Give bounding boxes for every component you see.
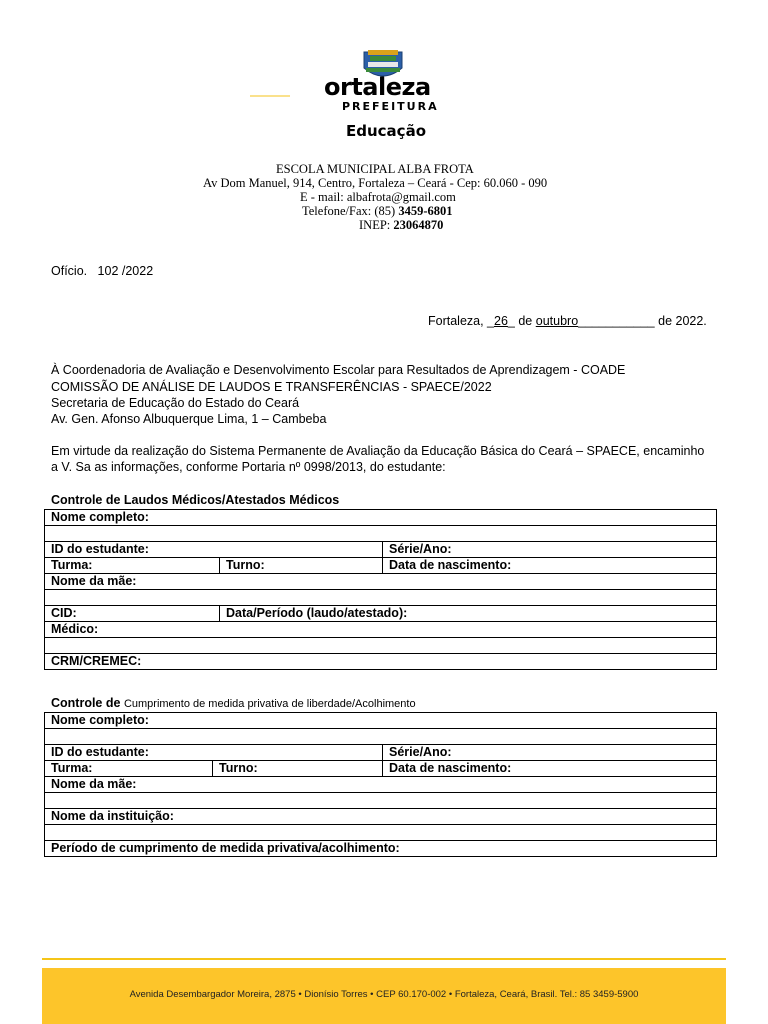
serie-ano-label: Série/Ano:	[383, 542, 717, 558]
school-inep	[359, 218, 443, 232]
inep-number: 23064870	[393, 218, 444, 232]
data-periodo-label: Data/Período (laudo/atestado):	[220, 606, 717, 622]
body-line-2: a V. Sa as informações, conforme Portaria nº 0998/2013, do estudante:	[51, 460, 446, 474]
date-city: Fortaleza, _	[428, 314, 495, 328]
medico-field[interactable]	[45, 638, 717, 654]
school-email: E - mail: albafrota@gmail.com	[300, 190, 456, 204]
nome-mae-label: Nome da mãe:	[45, 574, 717, 590]
date-blank: ___________	[578, 314, 655, 328]
t2-nome-mae-label: Nome da mãe:	[45, 777, 717, 793]
date-day: 26	[494, 314, 508, 328]
medida-table	[44, 712, 717, 857]
date-year: de 2022.	[658, 314, 707, 328]
phone-number: 3459-6801	[398, 204, 453, 218]
t2-nome-mae-field[interactable]	[45, 793, 717, 809]
school-phone	[302, 204, 453, 218]
date-month: outubro	[535, 314, 579, 328]
t2-turma-label: Turma:	[45, 761, 213, 777]
turno-label: Turno:	[220, 558, 383, 574]
table2-title-bold: Controle de	[51, 696, 121, 710]
nome-completo-label: Nome completo:	[45, 510, 717, 526]
t2-periodo-label: Período de cumprimento de medida privativa/acolhimento:	[45, 841, 717, 857]
table2-title-small: Cumprimento de medida privativa de liberdade/Acolhimento	[123, 698, 416, 710]
t2-nome-completo-field[interactable]	[45, 729, 717, 745]
t2-data-nascimento-label: Data de nascimento:	[383, 761, 717, 777]
t2-serie-ano-label: Série/Ano:	[383, 745, 717, 761]
recipient-line-3: Secretaria de Educação do Estado do Ceará	[51, 396, 300, 410]
logo-wordmark: ortaleza	[324, 73, 431, 101]
nome-mae-field[interactable]	[45, 590, 717, 606]
footer-divider	[42, 958, 726, 960]
inep-label: INEP:	[359, 218, 391, 232]
nome-completo-field[interactable]	[45, 526, 717, 542]
recipient-line-1: À Coordenadoria de Avaliação e Desenvolvimento Escolar para Resultados de Aprendizagem - COADE	[51, 363, 626, 377]
t2-nome-instituicao-field[interactable]	[45, 825, 717, 841]
date-mid: _ de	[507, 314, 533, 328]
body-line-1: Em virtude da realização do Sistema Permanente de Avaliação da Educação Básica do Ceará – SPAECE, encaminho	[51, 444, 705, 458]
logo-educacao: Educação	[346, 122, 426, 140]
t2-turno-label: Turno:	[213, 761, 383, 777]
cid-label: CID:	[45, 606, 220, 622]
data-nascimento-label: Data de nascimento:	[383, 558, 717, 574]
t2-nome-instituicao-label: Nome da instituição:	[45, 809, 717, 825]
recipient-line-2: COMISSÃO DE ANÁLISE DE LAUDOS E TRANSFERÊNCIAS - SPAECE/2022	[51, 380, 492, 394]
logo-prefeitura: PREFEITURA	[342, 100, 439, 113]
oficio-label: Ofício.	[51, 264, 88, 278]
t2-nome-completo-label: Nome completo:	[45, 713, 717, 729]
turma-label: Turma:	[45, 558, 220, 574]
medico-label: Médico:	[45, 622, 717, 638]
footer-address: Avenida Desembargador Moreira, 2875 • Dionísio Torres • CEP 60.170-002 • Fortaleza, Ceará, Brasil. Tel.: 85 3459-5900	[129, 989, 639, 1000]
phone-label: Telefone/Fax: (85)	[302, 204, 396, 218]
logo-swoosh	[250, 95, 290, 97]
crm-label: CRM/CREMEC:	[45, 654, 717, 670]
oficio-number: 102 /2022	[97, 264, 154, 278]
t2-id-estudante-label: ID do estudante:	[45, 745, 383, 761]
oficio-line	[51, 263, 153, 279]
recipient-line-4: Av. Gen. Afonso Albuquerque Lima, 1 – Cambeba	[51, 412, 327, 426]
laudos-table	[44, 509, 717, 670]
table2-title	[51, 696, 416, 710]
id-estudante-label: ID do estudante:	[45, 542, 383, 558]
school-name: ESCOLA MUNICIPAL ALBA FROTA	[276, 162, 474, 176]
table1-title: Controle de Laudos Médicos/Atestados Médicos	[51, 493, 340, 507]
date-line	[428, 313, 707, 329]
school-address: Av Dom Manuel, 914, Centro, Fortaleza – Ceará - Cep: 60.060 - 090	[203, 176, 548, 190]
